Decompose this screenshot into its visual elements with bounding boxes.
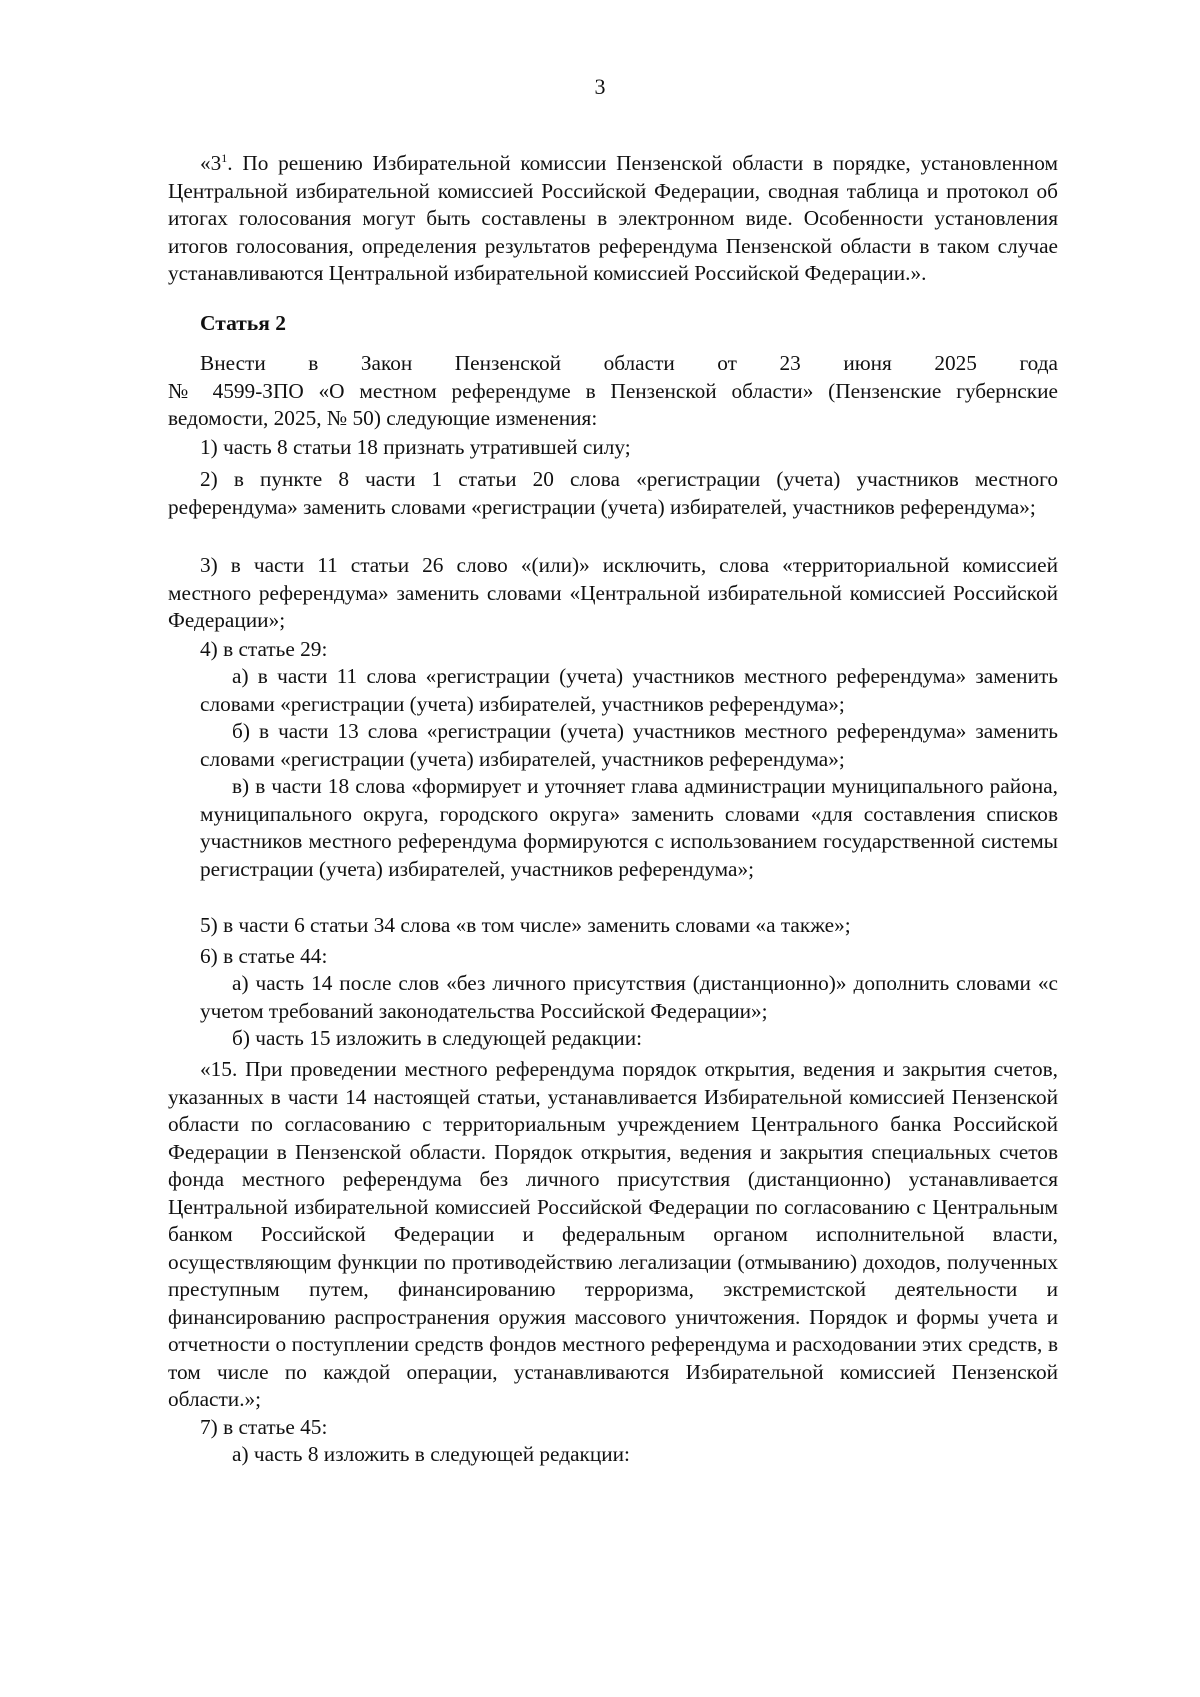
item-4c: в) в части 18 слова «формирует и уточняет глава администрации муниципального района, муниципального округа, городского округа» заменить словами «для составления списков участников местного референдума формируются с использованием государственной системы регистрации (учета) избирателей, участников референдума»; bbox=[200, 774, 1058, 881]
intro-word: 2025 bbox=[934, 351, 977, 375]
intro-word: области bbox=[603, 351, 675, 375]
article-2-intro-rest: № 4599-ЗПО «О местном референдуме в Пензенской области» (Пензенские губернские ведомости, 2025, № 50) следующие изменения: bbox=[168, 378, 1058, 430]
paragraph-3-1-superscript: 1 bbox=[221, 151, 228, 165]
item-4b: б) в части 13 слова «регистрации (учета) участников местного референдума» заменить словами «регистрации (учета) избирателей, участников референдума»; bbox=[200, 719, 1058, 771]
paragraph-3-1 bbox=[168, 150, 1058, 288]
intro-word: июня bbox=[843, 351, 892, 375]
paragraph-3-1-text: . По решению Избирательной комиссии Пензенской области в порядке, установленном Центральной избирательной комиссией Российской Федерации, сводная таблица и протокол об итогах голосования могут быть составлены в электронном виде. Особенности установления итогов голосования, определения результатов референдума Пензенской области в таком случае устанавливаются Центральной избирательной комиссией Российской Федерации.». bbox=[168, 151, 1058, 285]
item-5: 5) в части 6 статьи 34 слова «в том числе» заменить словами «а также»; bbox=[200, 913, 851, 937]
article-2-heading: Статья 2 bbox=[200, 311, 286, 335]
page-number: 3 bbox=[594, 74, 606, 99]
item-6a: а) часть 14 после слов «без личного присутствия (дистанционно)» дополнить словами «с учетом требований законодательства Российской Федерации»; bbox=[200, 971, 1058, 1023]
intro-word: Закон bbox=[360, 351, 413, 375]
item-6b: б) часть 15 изложить в следующей редакции: bbox=[232, 1026, 643, 1050]
item-2: 2) в пункте 8 части 1 статьи 20 слова «регистрации (учета) участников местного референдума» заменить словами «регистрации (учета) избирателей, участников референдума»; bbox=[168, 467, 1058, 519]
item-7: 7) в статье 45: bbox=[200, 1415, 328, 1439]
paragraph-3-1-prefix: «3 bbox=[200, 151, 222, 175]
item-3: 3) в части 11 статьи 26 слово «(или)» исключить, слова «территориальной комиссией местного референдума» заменить словами «Центральной избирательной комиссией Российской Федерации»; bbox=[168, 553, 1058, 632]
item-4a: а) в части 11 слова «регистрации (учета) участников местного референдума» заменить словами «регистрации (учета) избирателей, участников референдума»; bbox=[200, 664, 1058, 716]
item-4: 4) в статье 29: bbox=[200, 637, 328, 661]
article-2-intro-first-line bbox=[168, 350, 1058, 378]
intro-word: в bbox=[308, 351, 319, 375]
item-1: 1) часть 8 статьи 18 признать утратившей силу; bbox=[200, 435, 631, 459]
item-6: 6) в статье 44: bbox=[200, 944, 328, 968]
intro-word: от bbox=[717, 351, 737, 375]
item-7a: а) часть 8 изложить в следующей редакции: bbox=[232, 1442, 630, 1466]
intro-word: Внести bbox=[200, 351, 266, 375]
intro-word: 23 bbox=[779, 351, 801, 375]
article-2-intro bbox=[168, 350, 1058, 433]
intro-word: года bbox=[1019, 351, 1058, 375]
intro-word: Пензенской bbox=[454, 351, 562, 375]
item-6b-text: «15. При проведении местного референдума порядок открытия, ведения и закрытия счетов, указанных в части 14 настоящей статьи, устанавливается Избирательной комиссией Пензенской области по согласованию с территориальным учреждением Центрального банка Российской Федерации в Пензенской области. Порядок открытия, ведения и закрытия специальных счетов фонда местного референдума без личного присутствия (дистанционно) устанавливается Центральной избирательной комиссией Российской Федерации по согласованию с Центральным банком Российской Федерации и федеральным органом исполнительной власти, осуществляющим функции по противодействию легализации (отмыванию) доходов, полученных преступным путем, финансированию терроризма, экстремистской деятельности и финансированию распространения оружия массового уничтожения. Порядок и формы учета и отчетности о поступлении средств фондов местного референдума и расходовании этих средств, в том числе по каждой операции, устанавливаются Избирательной комиссией Пензенской области.»; bbox=[168, 1057, 1058, 1411]
